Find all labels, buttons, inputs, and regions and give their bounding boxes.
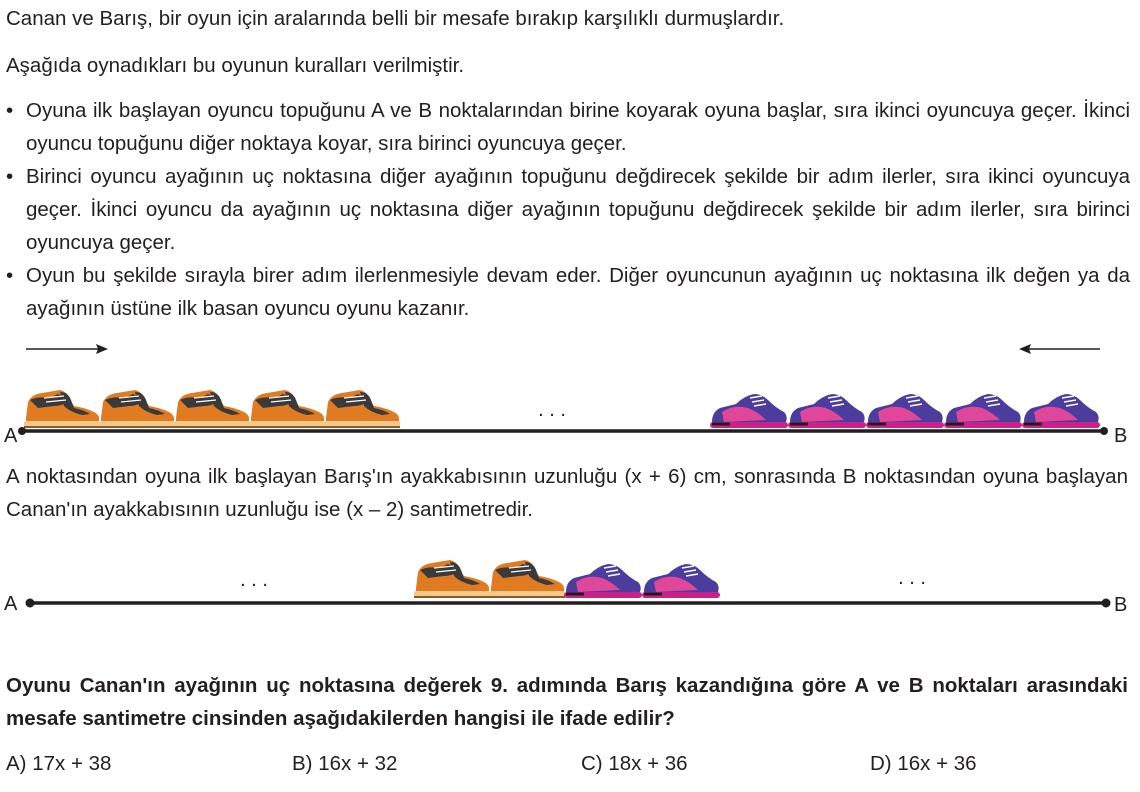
option-text: 18x + 36 <box>608 752 688 775</box>
bullet-icon: • <box>6 99 14 122</box>
rule-item <box>6 94 1130 160</box>
sneaker-icon <box>564 564 642 598</box>
option-b[interactable] <box>292 752 397 776</box>
rule-text: Oyuna ilk başlayan oyuncu topuğunu A ve B noktalarından birine koyarak oyuna başlar, sıra ikinci oyuncuya geçer. İkinci oyuncu topuğunu diğer noktaya koyar, sıra birinci oyuncuya geçer. <box>26 99 1130 155</box>
label-a: A <box>4 593 18 615</box>
ellipsis: . . . <box>898 567 926 589</box>
point-a <box>26 599 35 608</box>
option-label: B) <box>292 752 313 775</box>
bullet-icon: • <box>6 165 14 188</box>
intro-line-1: Canan ve Barış, bir oyun için aralarında belli bir mesafe bırakıp karşılıklı durmuşlardır. <box>6 7 785 30</box>
figure-meeting-position <box>0 550 1140 620</box>
option-text: 16x + 32 <box>318 752 398 775</box>
option-text: 17x + 38 <box>32 752 112 775</box>
point-a <box>18 427 26 435</box>
intro-line-2: Aşağıda oynadıkları bu oyunun kuralları verilmiştir. <box>6 54 465 77</box>
rules-list <box>6 94 1130 325</box>
boot-icon <box>24 390 100 428</box>
option-d[interactable] <box>870 752 977 776</box>
rule-item <box>6 160 1130 259</box>
option-text: 16x + 36 <box>897 752 977 775</box>
option-label: C) <box>581 752 603 775</box>
rule-item <box>6 259 1130 325</box>
point-b <box>1100 427 1108 435</box>
arrow-right-icon <box>26 344 108 354</box>
label-a: A <box>4 425 18 446</box>
sneaker-icon <box>1022 394 1100 428</box>
sneaker-icon <box>788 394 866 428</box>
sneaker-icon <box>642 564 720 598</box>
question-text: Oyunu Canan'ın ayağının uç noktasına değerek 9. adımında Barış kazandığına göre A ve B noktaları arasındaki mesafe santimetre cinsinden aşağıdakilerden hangisi ile ifade edilir? <box>6 673 1128 730</box>
option-label: D) <box>870 752 892 775</box>
boot-icon <box>414 560 490 598</box>
arrow-left-icon <box>1019 344 1100 354</box>
option-c[interactable] <box>581 752 688 776</box>
problem-statement: A noktasından oyuna ilk başlayan Barış'ın ayakkabısının uzunluğu (x + 6) cm, sonrasında B noktasından oyuna başlayan Canan'ın ayakkabısının uzunluğu ise (x – 2) santimetredir. <box>6 465 1128 521</box>
ellipsis: . . . <box>538 399 566 421</box>
sneaker-icon <box>866 394 944 428</box>
rule-text: Birinci oyuncu ayağının uç noktasına diğer ayağının topuğunu değdirecek şekilde bir adım ilerler, sıra ikinci oyuncuya geçer. İkinci oyuncu da ayağının uç noktasına diğer ayağının topuğunu değdirecek şekilde bir adım ilerler, sıra birinci oyuncuya geçer. <box>26 165 1130 254</box>
boot-icon <box>489 560 565 598</box>
sneaker-icon <box>944 394 1022 428</box>
figure-start-positions <box>0 336 1140 446</box>
option-label: A) <box>6 752 27 775</box>
boot-icon <box>174 390 250 428</box>
label-b: B <box>1114 594 1128 616</box>
rule-text: Oyun bu şekilde sırayla birer adım ilerlenmesiyle devam eder. Diğer oyuncunun ayağının uç noktasına ilk değen ya da ayağının üstüne ilk basan oyuncu oyunu kazanır. <box>26 264 1130 320</box>
boot-icon <box>324 390 400 428</box>
label-b: B <box>1114 425 1128 446</box>
point-b <box>1102 599 1111 608</box>
option-a[interactable] <box>6 752 111 776</box>
ellipsis: . . . <box>240 569 268 591</box>
boot-icon <box>99 390 175 428</box>
boot-icon <box>249 390 325 428</box>
bullet-icon: • <box>6 264 14 287</box>
sneaker-icon <box>710 394 788 428</box>
